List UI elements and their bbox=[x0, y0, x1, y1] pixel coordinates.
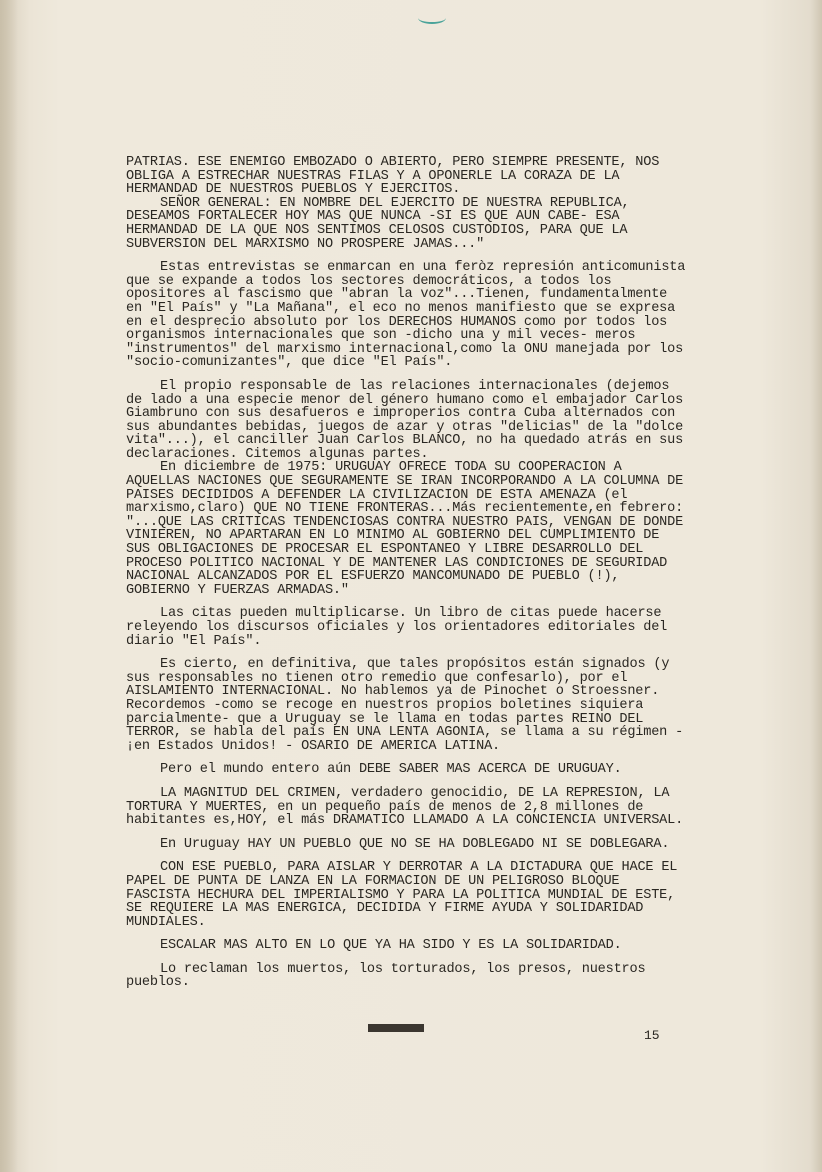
paragraph-3: Estas entrevistas se enmarcan en una feròz represión anticomunista que se expande a todos los sectores democráticos, a todos los opositores al fascismo que "abran la voz"...Tienen, fundamentalmente en "El País" y "La Mañana", el eco no menos manifiesto que se expresa en el desprecio absoluto por los DERECHOS HUMANOS como por todos los organismos internacionales que son -dicho una y mil veces- meros "instrumentos" del marxismo internacional,como la ONU manejada por los "socio-comunizantes", que dice "El País". bbox=[126, 260, 694, 371]
pen-mark bbox=[418, 12, 446, 24]
redaction-bar bbox=[368, 1024, 424, 1032]
page-number: 15 bbox=[644, 1028, 660, 1043]
paragraph-11: CON ESE PUEBLO, PARA AISLAR Y DERROTAR A LA DICTADURA QUE HACE EL PAPEL DE PUNTA DE LANZA EN LA FORMACION DE UN PELIGROSO BLOQUE FASCISTA HECHURA DEL IMPERIALISMO Y PARA LA POLITICA MUNDIAL DE ESTE, SE REQUIERE LA MAS ENERGICA, DECIDIDA Y FIRME AYUDA Y SOLIDARIDAD MUNDIALES. bbox=[126, 860, 686, 930]
paragraph-6: Las citas pueden multiplicarse. Un libro de citas puede hacerse releyendo los discursos oficiales y los orientadores editoriales del diario "El País". bbox=[126, 606, 676, 649]
paragraph-9: LA MAGNITUD DEL CRIMEN, verdadero genocidio, DE LA REPRESION, LA TORTURA Y MUERTES, en un pequeño país de menos de 2,8 millones de habitantes es,HOY, el más DRAMATICO LLAMADO A LA CONCIENCIA UNIVERSAL. bbox=[126, 785, 684, 829]
paragraph-12: ESCALAR MAS ALTO EN LO QUE YA HA SIDO Y ES LA SOLIDARIDAD. bbox=[160, 938, 622, 954]
paragraph-7: Es cierto, en definitiva, que tales propósitos están signados (y sus responsables no tienen otro remedio que confesarlo), por el AISLAMIENTO INTERNACIONAL. No hablemos ya de Pinochet o Stroessner. Recordemos -como se recoge en nuestros propios boletines siquiera parcialmente- que a Uruguay se le llama en todas partes REINO DEL TERROR, se habla del país EN UNA LENTA AGONIA, se llama a su régimen -¡en Estados Unidos! - OSARIO DE AMERICA LATINA. bbox=[126, 657, 684, 754]
paragraph-4: El propio responsable de las relaciones internacionales (dejemos de lado a una especie menor del género humano como el embajador Carlos Giambruno con sus desafueros e improperios contra Cuba alternados con sus abundantes bebidas, juegos de azar y otras "delicias" de la "dolce vita"...), el canciller Juan Carlos BLANCO, no ha quedado atrás en sus declaraciones. Citemos algunas partes. bbox=[126, 378, 691, 462]
paragraph-10: En Uruguay HAY UN PUEBLO QUE NO SE HA DOBLEGADO NI SE DOBLEGARA. bbox=[160, 836, 670, 852]
paragraph-13: Lo reclaman los muertos, los torturados, los presos, nuestros pueblos. bbox=[126, 961, 654, 991]
paragraph-8: Pero el mundo entero aún DEBE SABER MAS ACERCA DE URUGUAY. bbox=[160, 762, 622, 778]
body-text bbox=[126, 155, 694, 1000]
paragraph-5: En diciembre de 1975: URUGUAY OFRECE TODA SU COOPERACION A AQUELLAS NACIONES QUE SEGURAMENTE SE IRAN INCORPORANDO A LA COLUMNA DE PAISES DECIDIDOS A DEFENDER LA CIVILIZACION DE ESTA AMENAZA (el marxismo,claro) QUE NO TIENE FRONTERAS...Más recientemente,en febrero: "...QUE LAS CRITICAS TENDENCIOSAS CONTRA NUESTRO PAIS, VENGAN DE DONDE VINIEREN, NO APARTARAN EN LO MINIMO AL GOBIERNO DEL CUMPLIMIENTO DE SUS OBLIGACIONES DE PROCESAR EL ESPONTANEO Y LIBRE DESARROLLO DEL PROCESO POLITICO NACIONAL Y DE MANTENER LAS CONDICIONES DE SEGURIDAD NACIONAL ALCANZADOS POR EL ESFUERZO MANCOMUNADO DE PUEBLO (!), GOBIERNO Y FUERZAS ARMADAS." bbox=[126, 460, 691, 598]
paragraph-1: PATRIAS. ESE ENEMIGO EMBOZADO O ABIERTO, PERO SIEMPRE PRESENTE, NOS OBLIGA A ESTRECHAR NUESTRAS FILAS Y A OPONERLE LA CORAZA DE LA HERMANDAD DE NUESTROS PUEBLOS Y EJERCITOS. bbox=[126, 155, 668, 198]
paragraph-2: SEÑOR GENERAL: EN NOMBRE DEL EJERCITO DE NUESTRA REPUBLICA, DESEAMOS FORTALECER HOY MAS QUE NUNCA -SI ES QUE AUN CABE- ESA HERMANDAD DE LA QUE NOS SENTIMOS CELOSOS CUSTODIOS, PARA QUE LA SUBVERSION DEL MARXISMO NO PROSPERE JAMAS..." bbox=[126, 195, 638, 252]
